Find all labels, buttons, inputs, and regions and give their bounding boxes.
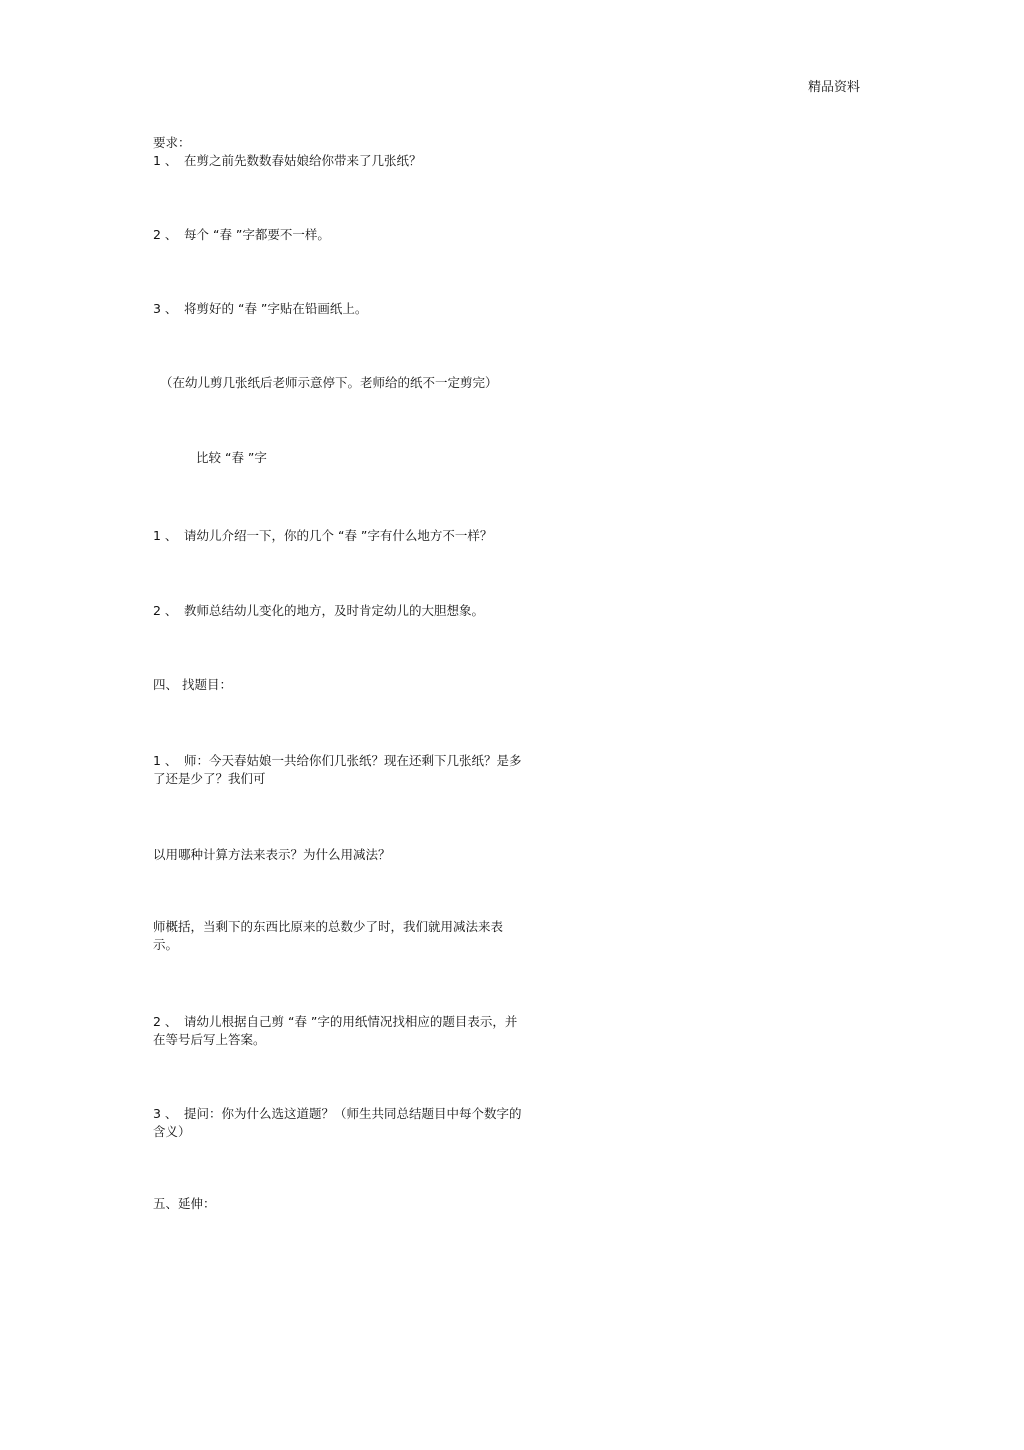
- section-5-title: 五、延伸：: [153, 1196, 216, 1211]
- section-4-summary: 师概括，当剩下的东西比原来的总数少了时，我们就用减法来表示。: [153, 919, 504, 952]
- item-text: 提问：你为什么选这道题？（师生共同总结题目中每个数字的含义）: [153, 1106, 522, 1139]
- item-text: 在剪之前先数数春姑娘给你带来了几张纸？: [184, 153, 422, 168]
- requirement-item-1: [153, 152, 422, 170]
- compare-section-title: 比较 “春 ”字: [196, 450, 267, 465]
- item-text: 教师总结幼儿变化的地方，及时肯定幼儿的大胆想象。: [184, 603, 485, 618]
- section-4-item-1-continuation: 以用哪种计算方法来表示？为什么用减法？: [153, 847, 391, 862]
- item-number: 2 、: [153, 603, 178, 618]
- header-corner-label: 精品资料: [808, 80, 861, 95]
- item-number: 1 、: [153, 528, 178, 543]
- item-number: 3 、: [153, 301, 178, 316]
- compare-item-2: [153, 602, 484, 620]
- requirement-item-3: [153, 300, 367, 318]
- item-number: 2 、: [153, 1014, 178, 1029]
- section-4-title: 四、 找题目：: [153, 677, 232, 692]
- item-number: 1 、: [153, 153, 178, 168]
- section-4-item-1: [153, 752, 528, 788]
- requirements-title: 要求：: [153, 135, 191, 150]
- item-text: 师：今天春姑娘一共给你们几张纸？现在还剩下几张纸？是多了还是少了？我们可: [153, 753, 522, 786]
- requirement-item-2: [153, 226, 330, 244]
- item-text: 请幼儿介绍一下，你的几个 “春 ”字有什么地方不一样？: [184, 528, 493, 543]
- section-4-item-3: [153, 1105, 528, 1141]
- item-text: 每个 “春 ”字都要不一样。: [184, 227, 330, 242]
- item-number: 3 、: [153, 1106, 178, 1121]
- item-number: 2 、: [153, 227, 178, 242]
- compare-item-1: [153, 527, 492, 545]
- teacher-note: （在幼儿剪几张纸后老师示意停下。老师给的纸不一定剪完）: [160, 375, 498, 390]
- item-text: 请幼儿根据自己剪 “春 ”字的用纸情况找相应的题目表示，并在等号后写上答案。: [153, 1014, 518, 1047]
- section-4-item-2: [153, 1013, 528, 1049]
- item-number: 1 、: [153, 753, 178, 768]
- item-text: 将剪好的 “春 ”字贴在铅画纸上。: [184, 301, 368, 316]
